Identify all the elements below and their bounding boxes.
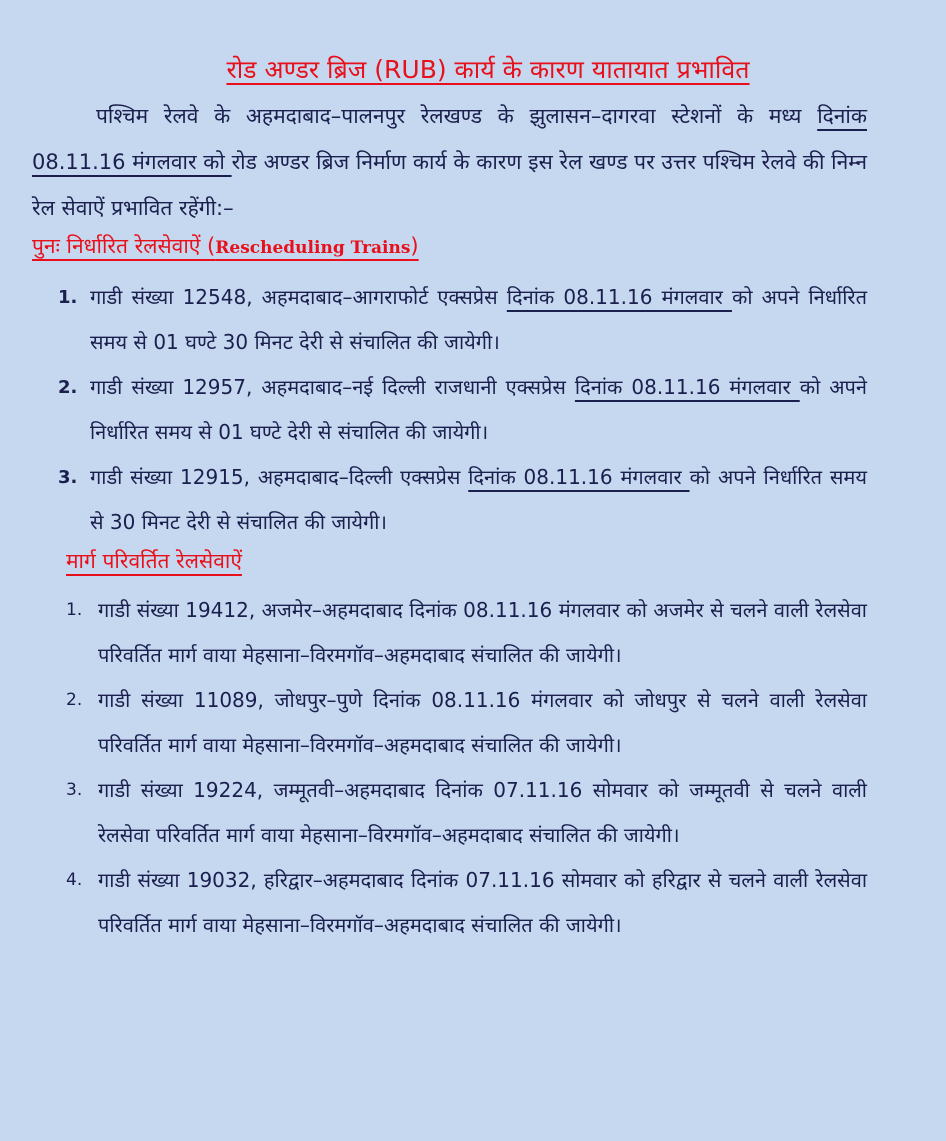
list-item	[66, 588, 867, 678]
item-text-rest: को अपने निर्धारित समय से 01 घण्टे देरी से संचालित की जायेगी।	[90, 375, 867, 444]
intro-paragraph	[32, 93, 867, 231]
intro-line-1: पश्चिम रेलवे के अहमदाबाद–पालनपुर रेलखण्ड के झुलासन–दागरवा स्टेशनों के मध्य	[96, 104, 802, 128]
item-date: दिनांक 08.11.16 मंगलवार	[468, 465, 690, 489]
document-title	[0, 52, 946, 86]
rescheduling-heading-close: )	[410, 234, 419, 258]
item-text: गाडी संख्या 19032, हरिद्वार–अहमदाबाद दिनांक 07.11.16 सोमवार को हरिद्वार से चलने वाली रेलसेवा परिवर्तित मार्ग वाया मेहसाना–विरमगॉव–अहमदाबाद संचालित की जायेगी।	[98, 868, 867, 937]
intro-date: दिनांक 08.11.16 मंगलवार को	[32, 104, 867, 174]
item-number: 4.	[66, 870, 83, 890]
list-item	[58, 455, 867, 545]
item-text: गाडी संख्या 19412, अजमेर–अहमदाबाद दिनांक 08.11.16 मंगलवार को अजमेर से चलने वाली रेलसेवा परिवर्तित मार्ग वाया मेहसाना–विरमगॉव–अहमदाबाद संचालित की जायेगी।	[98, 598, 867, 667]
item-text: गाडी संख्या 12915, अहमदाबाद–दिल्ली एक्सप्रेस	[90, 465, 469, 489]
item-text: गाडी संख्या 11089, जोधपुर–पुणे दिनांक 08.11.16 मंगलवार को जोधपुर से चलने वाली रेलसेवा परिवर्तित मार्ग वाया मेहसाना–विरमगॉव–अहमदाबाद संचालित की जायेगी।	[98, 688, 867, 757]
item-text-rest: को अपने निर्धारित समय से 01 घण्टे 30 मिनट देरी से संचालित की जायेगी।	[90, 285, 868, 354]
item-date: दिनांक 08.11.16 मंगलवार	[574, 375, 800, 399]
item-text: गाडी संख्या 19224, जम्मूतवी–अहमदाबाद दिनांक 07.11.16 सोमवार को जम्मूतवी से चलने वाली रेलसेवा परिवर्तित मार्ग वाया मेहसाना–विरमगॉव–अहमदाबाद संचालित की जायेगी।	[98, 778, 867, 847]
intro-rest: रोड अण्डर ब्रिज निर्माण कार्य के कारण इस रेल खण्ड पर उत्तर पश्चिम रेलवे की निम्न रेल सेवाऐं प्रभावित रहेंगी:–	[32, 150, 867, 220]
item-text: गाडी संख्या 12957, अहमदाबाद–नई दिल्ली राजधानी एक्सप्रेस	[90, 375, 575, 399]
item-number: 3.	[58, 467, 78, 488]
list-item	[66, 768, 867, 858]
list-item	[66, 858, 867, 948]
document-title-text: रोड अण्डर ब्रिज (RUB) कार्य के कारण यातायात प्रभावित	[226, 55, 750, 84]
list-item	[58, 365, 867, 455]
rescheduling-list	[58, 275, 868, 545]
item-number: 1.	[58, 287, 78, 308]
rescheduling-heading-en: Rescheduling Trains	[215, 238, 411, 258]
item-number: 3.	[66, 780, 83, 800]
diverted-list	[66, 588, 867, 948]
item-number: 1.	[66, 600, 83, 620]
list-item	[58, 275, 868, 365]
item-number: 2.	[58, 377, 78, 398]
item-number: 2.	[66, 690, 83, 710]
item-text-rest: को अपने निर्धारित समय से 30 मिनट देरी से संचालित की जायेगी।	[90, 465, 867, 534]
rescheduling-heading-hi: पुनः निर्धारित रेलसेवाऐं (	[32, 234, 216, 258]
list-item	[66, 678, 867, 768]
diverted-heading: मार्ग परिवर्तित रेलसेवाऐं	[66, 549, 242, 573]
item-date: दिनांक 08.11.16 मंगलवार	[506, 285, 732, 309]
rescheduling-heading	[32, 232, 419, 260]
item-text: गाडी संख्या 12548, अहमदाबाद–आगराफोर्ट एक्सप्रेस	[90, 285, 507, 309]
